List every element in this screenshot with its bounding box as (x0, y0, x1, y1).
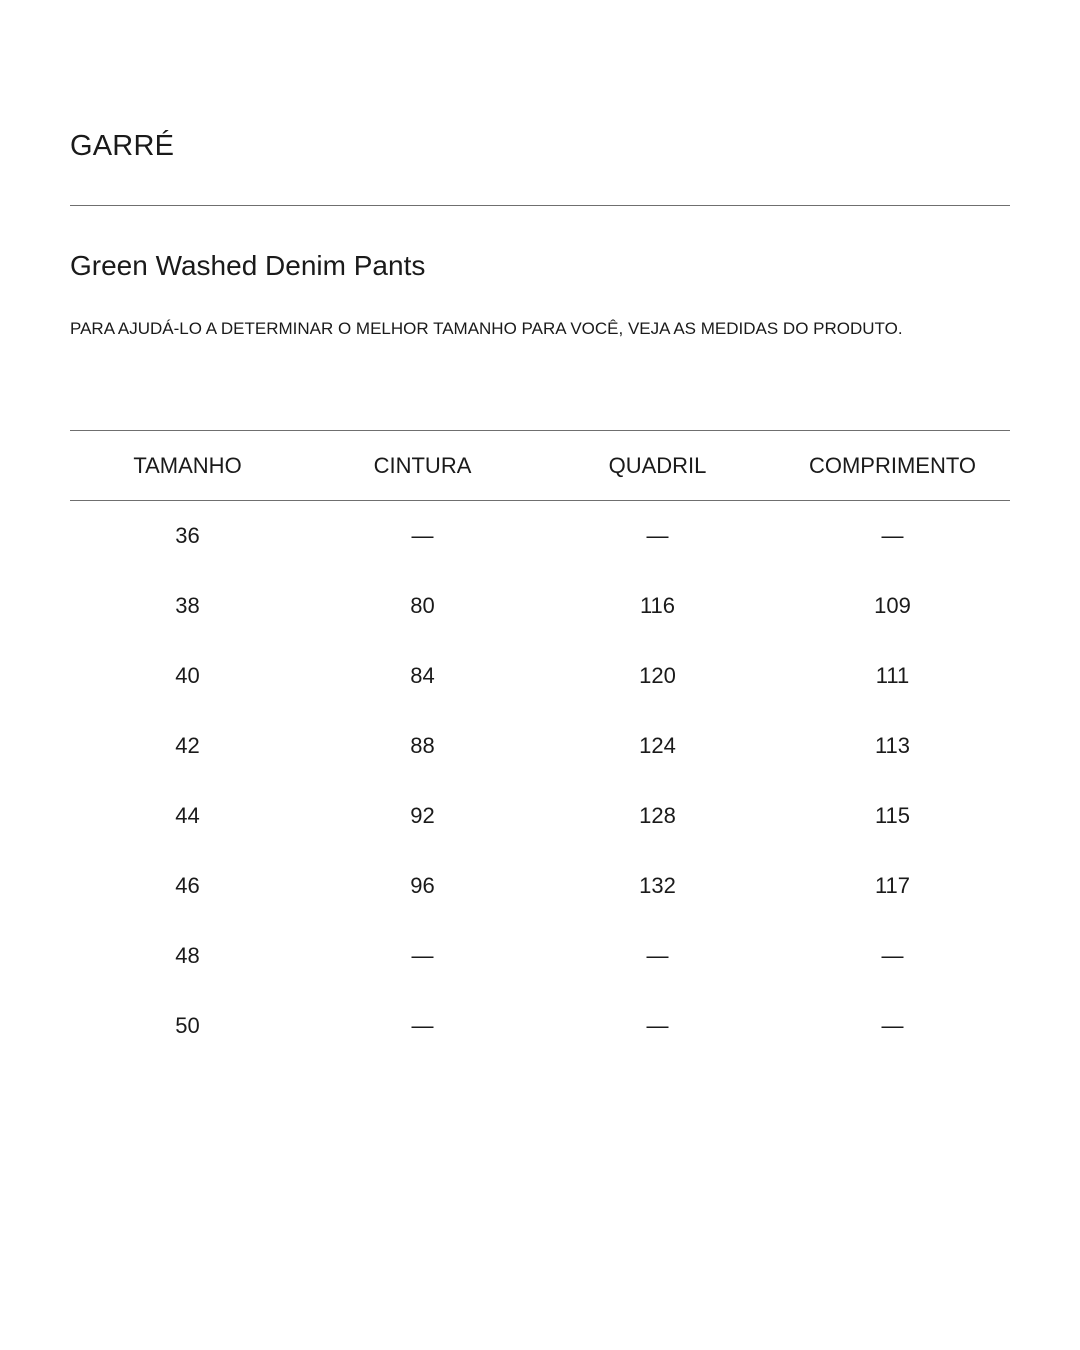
cell-waist: — (411, 522, 434, 548)
size-chart-table (70, 430, 1010, 1061)
header-size: TAMANHO (70, 431, 305, 501)
cell-size: 48 (175, 942, 200, 968)
header-divider (70, 205, 1010, 206)
size-guide-helper-text: PARA AJUDÁ-LO A DETERMINAR O MELHOR TAMANHO PARA VOCÊ, VEJA AS MEDIDAS DO PRODUTO. (70, 319, 903, 338)
cell-size: 46 (175, 872, 200, 898)
cell-size: 36 (175, 522, 200, 548)
table-row (70, 641, 1010, 711)
table-row (70, 781, 1010, 851)
product-title: Green Washed Denim Pants (70, 250, 426, 281)
header-length: COMPRIMENTO (775, 431, 1010, 501)
cell-waist: 96 (410, 872, 435, 898)
cell-hip: 132 (639, 872, 676, 898)
cell-hip: 128 (639, 802, 676, 828)
cell-hip: — (646, 942, 669, 968)
cell-waist: 88 (410, 732, 435, 758)
cell-size: 50 (175, 1012, 200, 1038)
cell-length: 109 (874, 592, 911, 618)
cell-waist: — (411, 1012, 434, 1038)
cell-length: — (881, 1012, 904, 1038)
cell-length: 115 (874, 802, 911, 828)
cell-size: 40 (175, 662, 200, 688)
table-row (70, 571, 1010, 641)
cell-waist: 80 (410, 592, 435, 618)
cell-length: 117 (874, 872, 911, 898)
brand-logo-text: GARRÉ (70, 130, 175, 162)
cell-length: 113 (874, 732, 911, 758)
cell-hip: 120 (639, 662, 676, 688)
cell-hip: 124 (639, 732, 676, 758)
table-row (70, 991, 1010, 1061)
table-row (70, 921, 1010, 991)
cell-size: 42 (175, 732, 200, 758)
table-row (70, 711, 1010, 781)
table-row (70, 501, 1010, 571)
table-row (70, 851, 1010, 921)
cell-hip: — (646, 1012, 669, 1038)
header-hip: QUADRIL (540, 431, 775, 501)
cell-size: 44 (175, 802, 200, 828)
size-chart-header-row (70, 431, 1010, 501)
cell-waist: 92 (410, 802, 435, 828)
cell-waist: 84 (410, 662, 435, 688)
cell-hip: 116 (639, 592, 676, 618)
cell-size: 38 (175, 592, 200, 618)
cell-length: — (881, 522, 904, 548)
cell-length: — (881, 942, 904, 968)
cell-waist: — (411, 942, 434, 968)
header-waist: CINTURA (305, 431, 540, 501)
cell-hip: — (646, 522, 669, 548)
cell-length: 111 (875, 662, 910, 688)
